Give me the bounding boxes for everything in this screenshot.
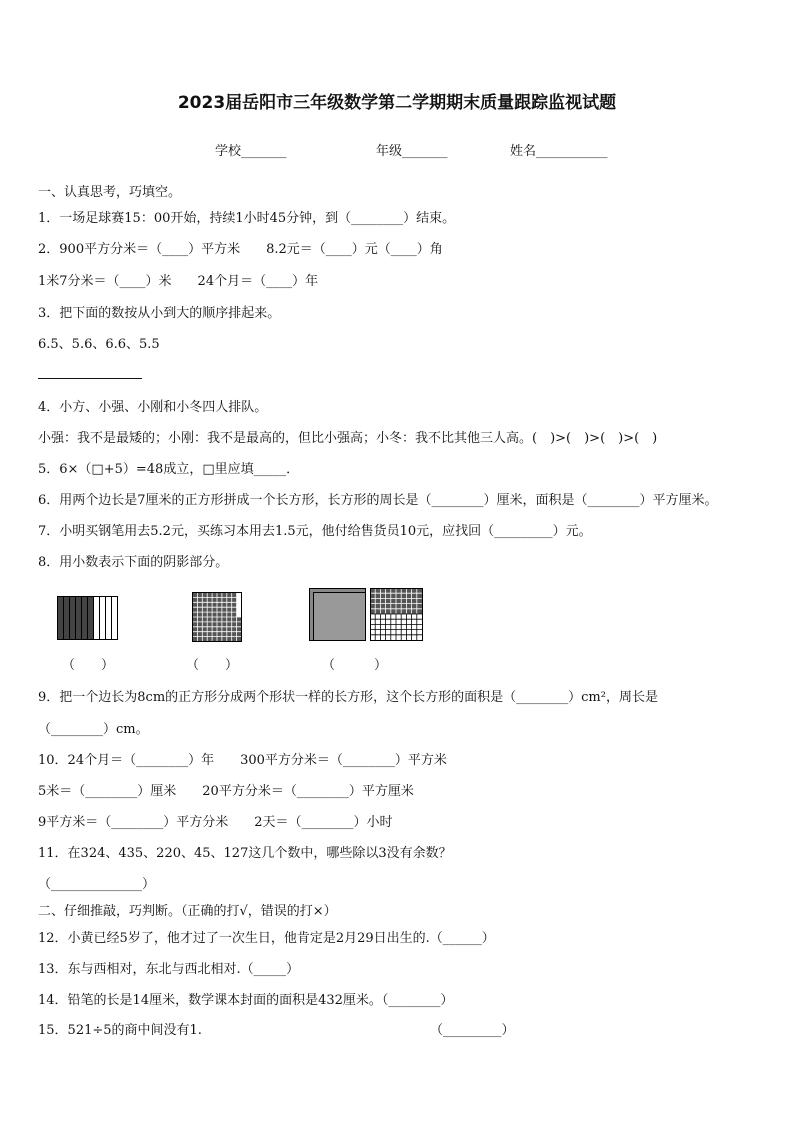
name-field: 姓名___________ bbox=[510, 144, 608, 159]
question-3-numbers: 6.5、5.6、6.6、5.5 bbox=[38, 337, 160, 352]
question-10: 10．24个月＝（________）年 300平方分米＝（________）平方米 bbox=[38, 753, 447, 768]
section-2-heading: 二、仔细推敲，巧判断。（正确的打√，错误的打×） bbox=[38, 904, 337, 919]
question-13: 13．东与西相对，东北与西北相对.（_____） bbox=[38, 962, 300, 977]
grade-field: 年级_______ bbox=[376, 144, 448, 159]
question-9-line-2: （________）cm。 bbox=[38, 722, 149, 737]
question-2-line-2: 1米7分米＝（____）米 24个月＝（____）年 bbox=[38, 274, 319, 289]
question-7: 7．小明买钢笔用去5.2元，买练习本用去1.5元，他付给售货员10元，应找回（_________）元。 bbox=[38, 524, 592, 539]
page-title: 2023届岳阳市三年级数学第二学期期末质量跟踪监视试题 bbox=[177, 93, 617, 113]
question-11-answer: （______________） bbox=[38, 877, 156, 892]
figure-whole-square bbox=[309, 588, 369, 642]
question-3: 3．把下面的数按从小到大的顺序排起来。 bbox=[38, 306, 281, 321]
question-12: 12．小黄已经5岁了，他才过了一次生日，他肯定是2月29日出生的.（______） bbox=[38, 931, 495, 946]
answer-blank-line bbox=[38, 378, 142, 379]
question-4-statements: 小强：我不是最矮的；小刚：我不是最高的，但比小强高；小冬：我不比其他三人高。( )>( )>( )>( ) bbox=[38, 431, 658, 446]
question-11: 11．在324、435、220、45、127这几个数中，哪些除以3没有余数？ bbox=[38, 846, 452, 861]
question-10-line-2: 5米＝（________）厘米 20平方分米＝（________）平方厘米 bbox=[38, 784, 414, 799]
section-1-heading: 一、认真思考，巧填空。 bbox=[38, 185, 182, 200]
figure-strips bbox=[57, 596, 119, 640]
figure-grid-partial bbox=[370, 588, 424, 642]
figure-3-answer: （ ） bbox=[322, 658, 388, 673]
question-8: 8．用小数表示下面的阴影部分。 bbox=[38, 555, 229, 570]
figure-2-answer: （ ） bbox=[186, 658, 239, 673]
question-2: 2．900平方分米＝（____）平方米 8.2元＝（____）元（____）角 bbox=[38, 242, 443, 257]
question-10-line-3: 9平方米＝（________）平方分米 2天＝（________）小时 bbox=[38, 815, 393, 830]
question-15: 15．521÷5的商中间没有1. bbox=[38, 1023, 202, 1038]
question-4: 4．小方、小强、小刚和小冬四人排队。 bbox=[38, 400, 268, 415]
question-9: 9．把一个边长为8cm的正方形分成两个形状一样的长方形，这个长方形的面积是（________）cm²，周长是 bbox=[38, 690, 658, 705]
question-5: 5．6×（□+5）=48成立，□里应填_____． bbox=[38, 462, 300, 477]
school-field: 学校_______ bbox=[215, 144, 287, 159]
figure-1-answer: （ ） bbox=[62, 658, 115, 673]
question-15-answer: （_________） bbox=[430, 1023, 515, 1038]
figure-grid-hundred bbox=[192, 592, 242, 642]
question-1: 1．一场足球赛15：00开始，持续1小时45分钟，到（________）结束。 bbox=[38, 211, 456, 226]
question-14: 14．铅笔的长是14厘米，数学课本封面的面积是432厘米。（________） bbox=[38, 993, 454, 1008]
question-6: 6．用两个边长是7厘米的正方形拼成一个长方形，长方形的周长是（________）厘米，面积是（________）平方厘米。 bbox=[38, 493, 718, 508]
